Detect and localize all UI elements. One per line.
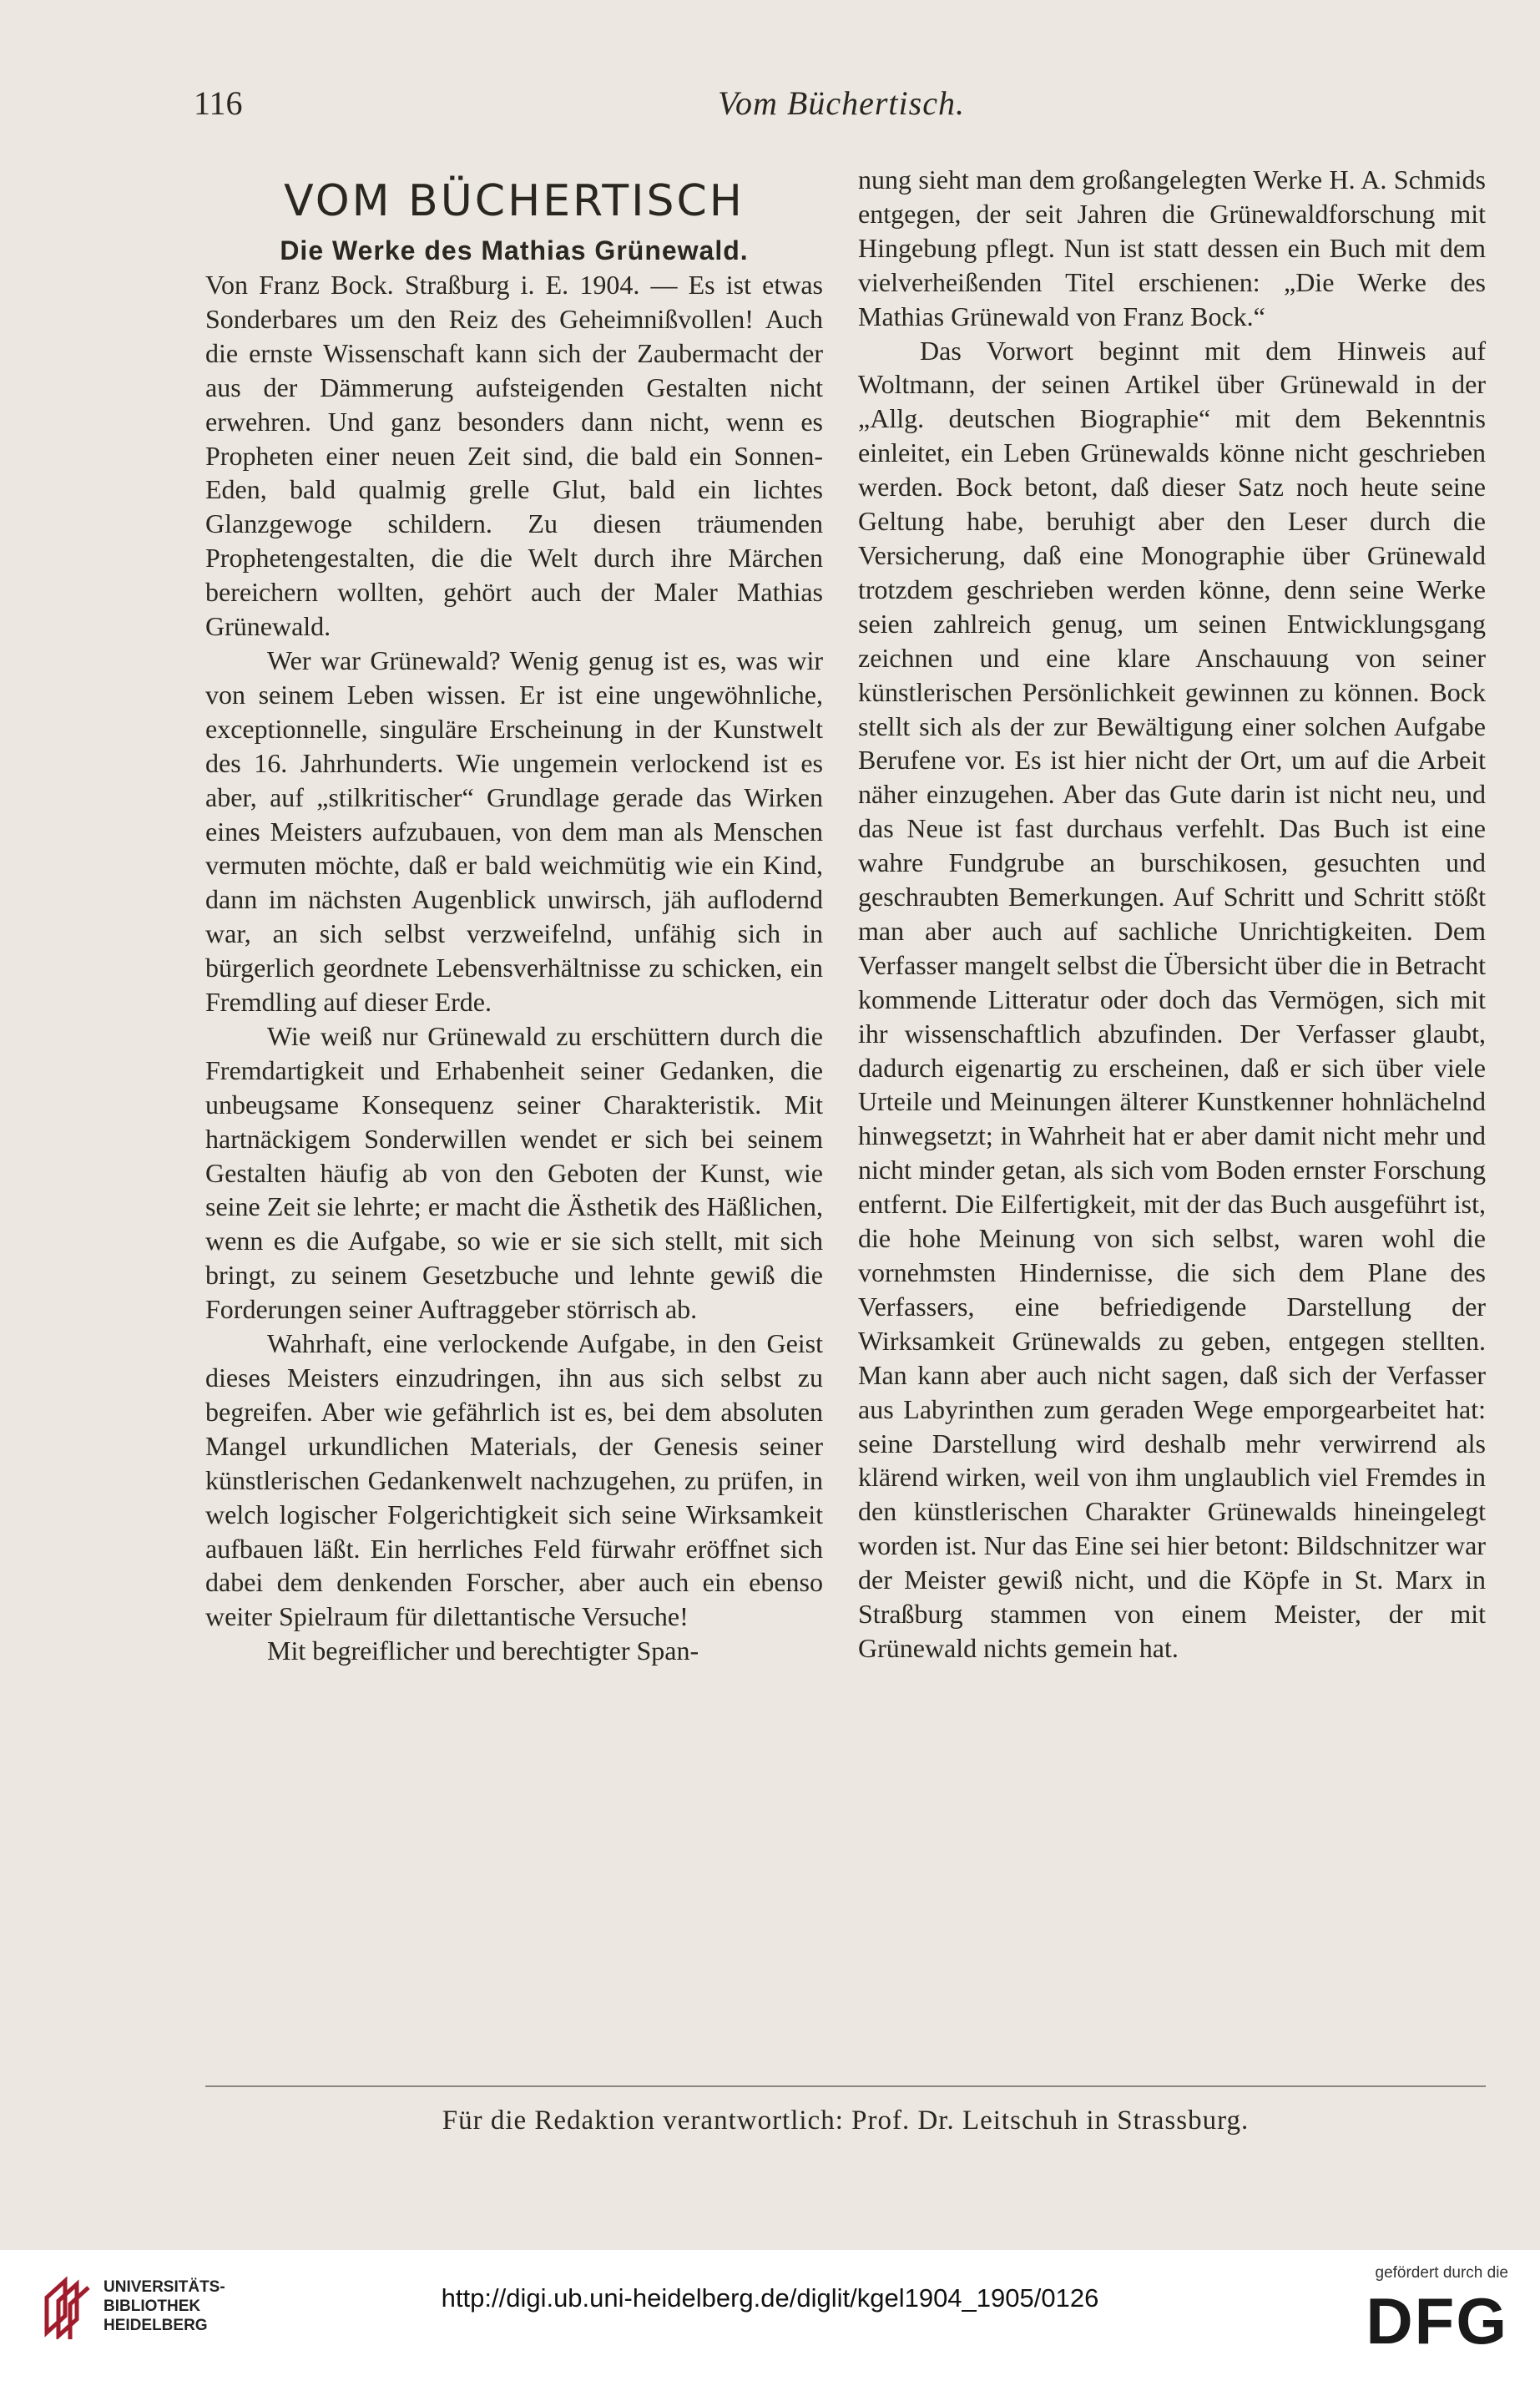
- funding-text: gefördert durch die: [1375, 2264, 1508, 2282]
- running-head: [194, 83, 1473, 134]
- source-url-link[interactable]: http://digi.ub.uni-heidelberg.de/diglit/kgel1904_1905/0126: [441, 2283, 1099, 2313]
- library-name-line: HEIDELBERG: [104, 2317, 208, 2334]
- footer-note: Für die Redaktion verantwortlich: Prof. Dr. Leitschuh in Strassburg.: [442, 2105, 1250, 2136]
- dfg-logo: DFG: [1366, 2284, 1508, 2358]
- paragraph: Das Vorwort beginnt mit dem Hinweis auf Woltmann, der seinen Artikel über Grünewald in der „Allg. deutschen Biographie“ mit dem Bekenntnis einleitet, ein Leben Grünewalds könne nicht geschrieben werden. Bock betont, daß dieser Satz noch heute seine Geltung habe, beruhigt aber den Leser durch die Versicherung, daß eine Monographie über Grünewald trotzdem geschrieben werden könne, denn seine Werke seien zahlreich genug, um seinen Entwicklungsgang zeichnen und eine klare Anschauung von seiner künstlerischen Persönlichkeit gewinnen zu können. Bock stellt sich als der zur Bewältigung einer solchen Aufgabe Berufene vor. Es ist hier nicht der Ort, um auf die Arbeit näher einzugehen. Aber das Gute darin ist nicht neu, und das Neue ist fast durchaus verfehlt. Das Buch ist eine wahre Fundgrube an burschikosen, gesuchten und geschraubten Bemerkungen. Auf Schritt und Schritt stößt man aber auch auf sachliche Unrichtigkeiten. Dem Verfasser mangelt selbst die Übersicht über die in Betracht kommende Litteratur oder doch das Vermögen, sich mit ihr wissenschaftlich abzufinden. Der Verfasser glaubt, dadurch eigenartig zu erscheinen, daß er sich über viele Urteile und Meinungen älterer Kunstkenner hohnlächelnd hinwegsetzt; in Wahrheit hat er aber damit nicht mehr und nicht minder getan, als sich vom Boden ernster Forschung entfernt. Die Eilfertigkeit, mit der das Buch ausgeführt ist, die hohe Meinung von sich selbst, waren wohl die vornehmsten Hindernisse, die sich dem Plane des Verfassers, eine befriedigende Darstellung der Wirksamkeit Grünewalds zu geben, entgegen stellten. Man kann aber auch nicht sagen, daß sich der Verfasser aus Labyrinthen zum geraden Wege emporgearbeitet hat: seine Darstellung wird deshalb mehr verwirrend als klärend wirken, weil von ihm unglaublich viel Fremdes in den künstlerischen Charakter Grünewalds hineingelegt worden ist. Nur das Eine sei hier betont: Bildschnitzer war der Meister gewiß nicht, und die Köpfe in St. Marx in Straßburg stammen von einem Meister, der mit Grünewald nichts gemein hat.: [858, 335, 1486, 1663]
- paragraph: nung sieht man dem großangelegten Werke H. A. Schmids entgegen, der seit Jahren die Grünewaldforschung mit Hingebung pflegt. Nun ist statt dessen ein Buch mit dem vielverheißenden Titel erschienen: „Die Werke des Mathias Grünewald von Franz Bock.“: [858, 164, 1486, 331]
- archive-strip: [0, 2250, 1540, 2381]
- running-title: Vom Büchertisch.: [718, 84, 965, 122]
- section-heading: VOM BÜCHERTISCH: [284, 176, 745, 226]
- library-name-line: BIBLIOTHEK: [104, 2298, 201, 2315]
- paragraph: Wer war Grünewald? Wenig genug ist es, was wir von seinem Leben wissen. Er ist eine ungewöhnliche, exceptionnelle, singuläre Erscheinung in der Kunstwelt des 16. Jahrhunderts. Wie ungemein verlockend ist es aber, auf „stilkritischer“ Grundlage gerade das Wirken eines Meisters aufzubauen, von dem man als Menschen vermuten möchte, daß er bald weichmütig wie ein Kind, dann im nächsten Augenblick unwirsch, jäh auflodernd war, an sich selbst verzweifelnd, unfähig sich in bürgerlich geordnete Lebensverhältnisse zu schicken, ein Fremdling auf dieser Erde.: [205, 645, 823, 1018]
- paragraph: Wahrhaft, eine verlockende Aufgabe, in den Geist dieses Meisters einzudringen, ihn aus sich selbst zu begreifen. Aber wie gefährlich ist es, bei dem absoluten Mangel urkundlichen Materials, der Genesis seiner künstlerischen Gedankenwelt nachzugehen, zu prüfen, in welch logischer Folgerichtigkeit sich seine Wirksamkeit aufbauen läßt. Ein herrliches Feld fürwahr eröffnet sich dabei dem denkenden Forscher, aber auch ein ebenso weiter Spielraum für dilettantische Versuche!: [205, 1328, 823, 1632]
- footer-rule: [205, 2085, 1486, 2087]
- left-column: [205, 163, 823, 1668]
- paragraph: Mit begreiflicher und berechtigter Span-: [267, 1635, 699, 1666]
- paragraph: Wie weiß nur Grünewald zu erschüttern durch die Fremdartigkeit und Erhabenheit seiner Gedanken, die unbeugsame Konsequenz seiner Charakteristik. Mit hartnäckigem Sonderwillen wendet er sich bei seinem Gestalten häufig ab von den Geboten der Kunst, wie seine Zeit sie lehrte; er macht die Ästhetik des Häßlichen, wenn es die Aufgabe, so wie er sie sich stellt, mit sich bringt, zu seinem Gesetzbuche und lehnte gewiß die Forderungen seiner Auftraggeber störrisch ab.: [205, 1020, 823, 1325]
- book-title: Die Werke des Mathias Grünewald.: [280, 235, 749, 265]
- paragraph: Von Franz Bock. Straßburg i. E. 1904. — Es ist etwas Sonderbares um den Reiz des Geheimnißvollen! Auch die ernste Wissenschaft kann sich der Zaubermacht der aus der Dämmerung aufsteigenden Gestalten nicht erwehren. Und ganz besonders dann nicht, wenn es Propheten einer neuen Zeit sind, die bald ein Sonnen-Eden, bald qualmig grelle Glut, bald ein lichtes Glanzgewoge schildern. Zu diesen träumenden Prophetengestalten, die die Welt durch ihre Märchen bereichern wollten, gehört auch der Maler Mathias Grünewald.: [205, 270, 823, 642]
- right-column: [858, 163, 1486, 1666]
- page-number: 116: [194, 84, 243, 122]
- library-name-line: UNIVERSITÄTS-: [104, 2278, 225, 2296]
